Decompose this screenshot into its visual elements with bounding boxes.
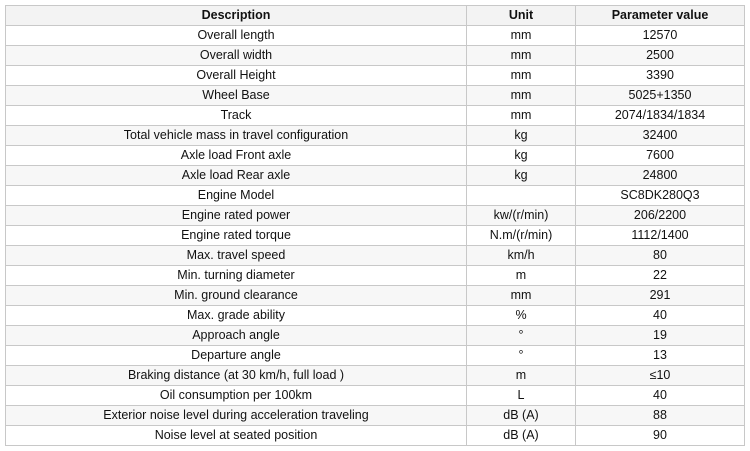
cell-unit: km/h — [467, 246, 576, 266]
table-row — [6, 286, 745, 306]
table-row — [6, 146, 745, 166]
header-parameter-value: Parameter value — [576, 6, 745, 26]
cell-unit — [467, 186, 576, 206]
cell-unit: ° — [467, 346, 576, 366]
header-description: Description — [6, 6, 467, 26]
cell-parameter-value: 12570 — [576, 26, 745, 46]
cell-description: Overall length — [6, 26, 467, 46]
cell-parameter-value: 291 — [576, 286, 745, 306]
cell-unit: mm — [467, 286, 576, 306]
cell-description: Axle load Front axle — [6, 146, 467, 166]
cell-description: Total vehicle mass in travel configuration — [6, 126, 467, 146]
cell-description: Max. grade ability — [6, 306, 467, 326]
cell-parameter-value: 19 — [576, 326, 745, 346]
cell-unit: mm — [467, 86, 576, 106]
cell-description: Approach angle — [6, 326, 467, 346]
cell-parameter-value: 88 — [576, 406, 745, 426]
cell-parameter-value: SC8DK280Q3 — [576, 186, 745, 206]
table-row — [6, 246, 745, 266]
cell-parameter-value: 32400 — [576, 126, 745, 146]
cell-parameter-value: ≤10 — [576, 366, 745, 386]
cell-parameter-value: 80 — [576, 246, 745, 266]
table-row — [6, 226, 745, 246]
parameter-table — [5, 5, 745, 446]
table-row — [6, 86, 745, 106]
cell-parameter-value: 7600 — [576, 146, 745, 166]
table-row — [6, 366, 745, 386]
table-row — [6, 106, 745, 126]
cell-parameter-value: 1112/1400 — [576, 226, 745, 246]
cell-unit: kg — [467, 146, 576, 166]
table-row — [6, 166, 745, 186]
table-row — [6, 126, 745, 146]
table-row — [6, 346, 745, 366]
table-row — [6, 306, 745, 326]
cell-parameter-value: 206/2200 — [576, 206, 745, 226]
cell-description: Axle load Rear axle — [6, 166, 467, 186]
table-row — [6, 26, 745, 46]
cell-description: Wheel Base — [6, 86, 467, 106]
cell-description: Oil consumption per 100km — [6, 386, 467, 406]
cell-parameter-value: 40 — [576, 386, 745, 406]
cell-unit: kg — [467, 166, 576, 186]
cell-unit: dB (A) — [467, 406, 576, 426]
cell-description: Departure angle — [6, 346, 467, 366]
cell-unit: mm — [467, 66, 576, 86]
cell-description: Braking distance (at 30 km/h, full load ) — [6, 366, 467, 386]
cell-description: Min. ground clearance — [6, 286, 467, 306]
cell-parameter-value: 24800 — [576, 166, 745, 186]
table-row — [6, 266, 745, 286]
table-row — [6, 326, 745, 346]
cell-description: Engine rated torque — [6, 226, 467, 246]
cell-parameter-value: 22 — [576, 266, 745, 286]
cell-description: Overall Height — [6, 66, 467, 86]
cell-unit: N.m/(r/min) — [467, 226, 576, 246]
table-row — [6, 186, 745, 206]
cell-parameter-value: 3390 — [576, 66, 745, 86]
table-row — [6, 206, 745, 226]
cell-description: Min. turning diameter — [6, 266, 467, 286]
table-body — [6, 26, 745, 446]
cell-unit: mm — [467, 106, 576, 126]
cell-unit: ° — [467, 326, 576, 346]
header-row — [6, 6, 745, 26]
cell-description: Noise level at seated position — [6, 426, 467, 446]
cell-parameter-value: 2074/1834/1834 — [576, 106, 745, 126]
cell-parameter-value: 40 — [576, 306, 745, 326]
cell-parameter-value: 5025+1350 — [576, 86, 745, 106]
table-row — [6, 386, 745, 406]
cell-parameter-value: 13 — [576, 346, 745, 366]
header-unit: Unit — [467, 6, 576, 26]
cell-unit: dB (A) — [467, 426, 576, 446]
table-row — [6, 66, 745, 86]
cell-description: Engine Model — [6, 186, 467, 206]
cell-parameter-value: 90 — [576, 426, 745, 446]
cell-unit: % — [467, 306, 576, 326]
cell-unit: kg — [467, 126, 576, 146]
table-row — [6, 46, 745, 66]
cell-unit: m — [467, 366, 576, 386]
cell-description: Max. travel speed — [6, 246, 467, 266]
cell-unit: m — [467, 266, 576, 286]
cell-parameter-value: 2500 — [576, 46, 745, 66]
cell-description: Engine rated power — [6, 206, 467, 226]
table-row — [6, 426, 745, 446]
table-row — [6, 406, 745, 426]
cell-description: Track — [6, 106, 467, 126]
cell-unit: mm — [467, 46, 576, 66]
cell-description: Overall width — [6, 46, 467, 66]
cell-unit: mm — [467, 26, 576, 46]
cell-description: Exterior noise level during acceleration traveling — [6, 406, 467, 426]
cell-unit: L — [467, 386, 576, 406]
cell-unit: kw/(r/min) — [467, 206, 576, 226]
